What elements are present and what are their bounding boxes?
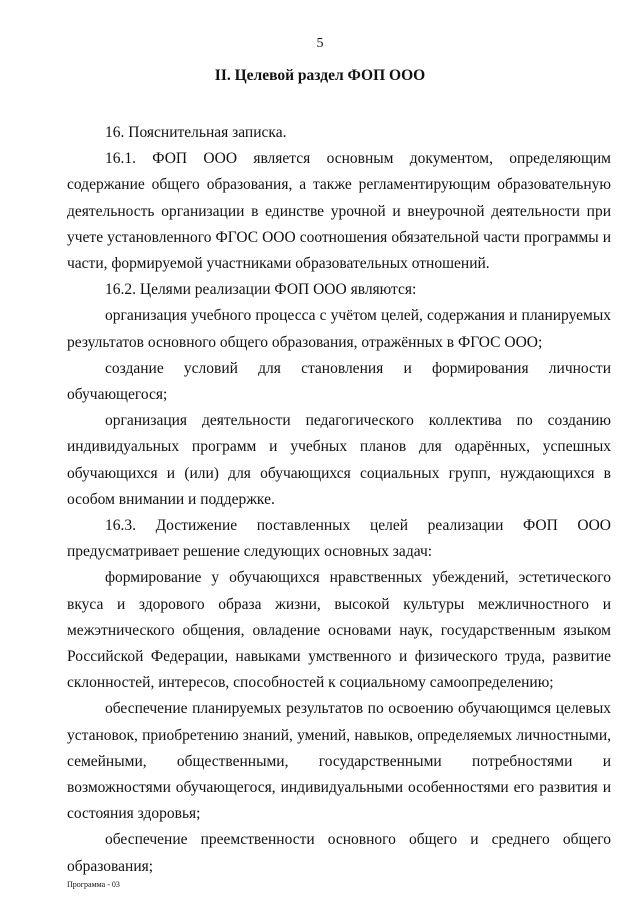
goal-item-organization: организация учебного процесса с учётом целей, содержания и планируемых результатов основного общего образования, отражённых в ФГОС ООО;: [67, 307, 611, 351]
paragraph-16-2: 16.2. Целями реализации ФОП ООО являются:: [105, 281, 417, 299]
paragraph-16: 16. Пояснительная записка.: [105, 124, 287, 141]
task-item-results: обеспечение планируемых результатов по освоению обучающимся целевых установок, приобретению знаний, умений, навыков, определяемых личностными, семейными, общественными, государственными потребностями и возможностями обучающегося, индивидуальными особенностями его развития и состояния здоровья;: [67, 700, 611, 823]
section-title: II. Целевой раздел ФОП ООО: [214, 67, 426, 84]
goal-item-staff: организация деятельности педагогического коллектива по созданию индивидуальных программ и учебных планов для одарённых, успешных обучающихся и (или) для обучающихся социальных групп, нуждающихся в особом внимании и поддержке.: [67, 412, 611, 508]
task-item-formation: формирование у обучающихся нравственных убеждений, эстетического вкуса и здорового образа жизни, высокой культуры межличностного и межэтнического общения, овладение основами наук, государственным языком Российской Федерации, навыками умственного и физического труда, развитие склонностей, интересов, способностей к социальному самоопределению;: [67, 569, 611, 692]
goal-item-conditions: создание условий для становления и формирования личности обучающегося;: [67, 359, 611, 404]
footer-label: Программа - 03: [67, 880, 120, 889]
body-text: [67, 120, 611, 880]
paragraph-16-1: 16.1. ФОП ООО является основным документом, определяющим содержание общего образования, а также регламентирующим образовательную деятельность организации в единстве урочной и внеурочной деятельности при учете установленного ФГОС ООО соотношения обязательной части программы и части, формируемой участниками образовательных отношений.: [67, 150, 611, 273]
task-item-continuity: обеспечение преемственности основного общего и среднего общего образования;: [67, 831, 611, 875]
paragraph-16-3: 16.3. Достижение поставленных целей реализации ФОП ООО предусматривает решение следующих основных задач:: [67, 517, 611, 561]
page-number: 5: [316, 36, 324, 51]
